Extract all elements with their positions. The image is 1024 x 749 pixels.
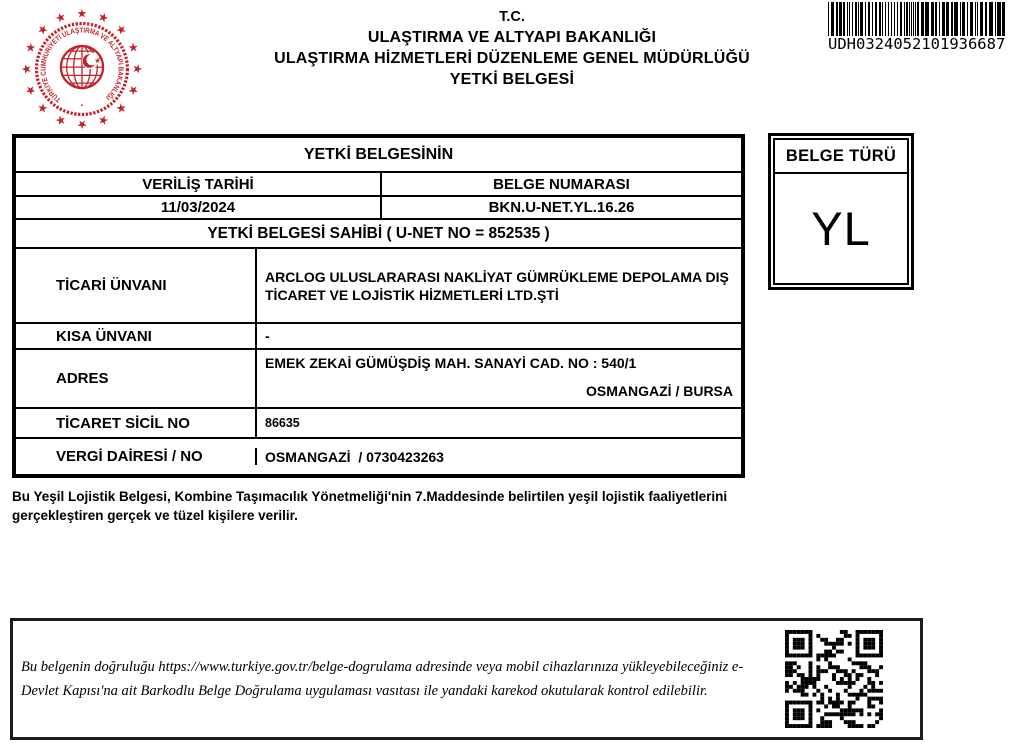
barcode	[828, 2, 1012, 53]
document-type-header: BELGE TÜRÜ	[773, 138, 909, 174]
trade-name-value: ARCLOG ULUSLARARASI NAKLİYAT GÜMRÜKLEME DEPOLAMA DIŞ TİCARET VE LOJİSTİK HİZMETLERİ LTD.ŞTİ	[265, 268, 733, 303]
svg-text:★: ★	[95, 9, 112, 27]
issue-date-value-cell	[16, 197, 382, 218]
svg-text:★: ★	[76, 117, 88, 132]
header-directorate: ULAŞTIRMA HİZMETLERİ DÜZENLEME GENEL MÜDÜRLÜĞÜ	[274, 50, 750, 67]
ministry-seal	[18, 5, 146, 133]
table-row	[16, 409, 741, 439]
address-line2: OSMANGAZİ / BURSA	[586, 383, 733, 399]
short-name-label: KISA ÜNVANI	[16, 324, 257, 348]
seal-globe	[60, 46, 104, 88]
document-type-box	[768, 133, 914, 290]
holder-title: YETKİ BELGESİ SAHİBİ ( U-NET NO = 852535 )	[207, 224, 550, 242]
trade-name-label: TİCARİ ÜNVANI	[16, 249, 257, 322]
document-type-value: YL	[773, 174, 909, 285]
table-section-title: YETKİ BELGESİNİN	[303, 145, 454, 163]
table-section-title-row	[16, 138, 741, 173]
svg-text:★: ★	[124, 82, 142, 99]
svg-text:★: ★	[112, 99, 131, 118]
issue-date-label: VERİLİŞ TARİHİ	[142, 175, 254, 193]
svg-text:★: ★	[19, 63, 34, 75]
crescent-star-icon: ★	[94, 58, 101, 66]
issue-date-value: 11/03/2024	[160, 199, 236, 216]
doc-number-value-cell	[382, 197, 741, 218]
doc-number-value: BKN.U-NET.YL.16.26	[488, 199, 635, 216]
svg-text:★: ★	[22, 39, 40, 56]
barcode-value: UDH0324052101936687	[828, 35, 1006, 53]
document-header	[232, 8, 792, 90]
table-row	[16, 249, 741, 324]
doc-number-label: BELGE NUMARASI	[493, 175, 630, 193]
table-row	[16, 439, 741, 474]
svg-text:★: ★	[52, 9, 69, 27]
header-ministry: ULAŞTIRMA VE ALTYAPI BAKANLIĞI	[367, 29, 657, 46]
certificate-table	[12, 134, 745, 478]
svg-text:★: ★	[33, 99, 52, 118]
doc-number-header-cell	[382, 173, 741, 195]
svg-text:★: ★	[22, 82, 40, 99]
barcode-bars	[828, 2, 1012, 36]
trade-registry-label: TİCARET SİCİL NO	[16, 409, 257, 437]
address-label: ADRES	[16, 350, 257, 407]
svg-text:★: ★	[52, 111, 69, 129]
svg-text:★: ★	[130, 63, 145, 75]
trade-registry-value: 86635	[265, 416, 300, 430]
tax-office-label: VERGİ DAİRESİ / NO	[16, 448, 257, 465]
qr-code	[785, 630, 883, 728]
tax-office-value: OSMANGAZİ / 0730423263	[265, 448, 444, 465]
short-name-value: -	[265, 328, 270, 344]
address-line1: EMEK ZEKAİ GÜMÜŞDİŞ MAH. SANAYİ CAD. NO : 540/1	[265, 355, 637, 371]
regulation-note: Bu Yeşil Lojistik Belgesi, Kombine Taşımacılık Yönetmeliği'nin 7.Maddesinde belirtilen yeşil lojistik faaliyetlerini gerçekleştiren gerçek ve tüzel kişilere verilir.	[12, 489, 728, 523]
table-values-row	[16, 197, 741, 220]
svg-text:★: ★	[95, 111, 112, 129]
svg-text:★: ★	[112, 20, 131, 39]
seal-ring-text: TÜRKİYE CUMHURİYETİ ULAŞTIRMA VE ALTYAPI BAKANLIĞI	[38, 25, 126, 105]
table-header-row	[16, 173, 741, 197]
holder-title-row	[16, 220, 741, 249]
svg-text:★: ★	[124, 39, 142, 56]
seal-ring-separator: •	[80, 102, 84, 110]
header-doc-type: YETKİ BELGESİ	[449, 71, 575, 88]
verification-text: Bu belgenin doğruluğu https://www.turkiye.gov.tr/belge-dogrulama adresinde veya mobil cihazlarınıza yükleyebileceğiniz e-Devlet Kapısı'na ait Barkodlu Belge Doğrulama uygulaması vasıtası ile yandaki karekod okutularak kontrol edilebilir.	[21, 659, 744, 699]
issue-date-header-cell	[16, 173, 382, 195]
table-row	[16, 350, 741, 409]
header-tc: T.C.	[499, 9, 525, 25]
address-value	[257, 350, 741, 407]
svg-text:★: ★	[33, 20, 52, 39]
verification-box	[10, 618, 923, 740]
table-row	[16, 324, 741, 350]
svg-text:★: ★	[76, 6, 88, 21]
